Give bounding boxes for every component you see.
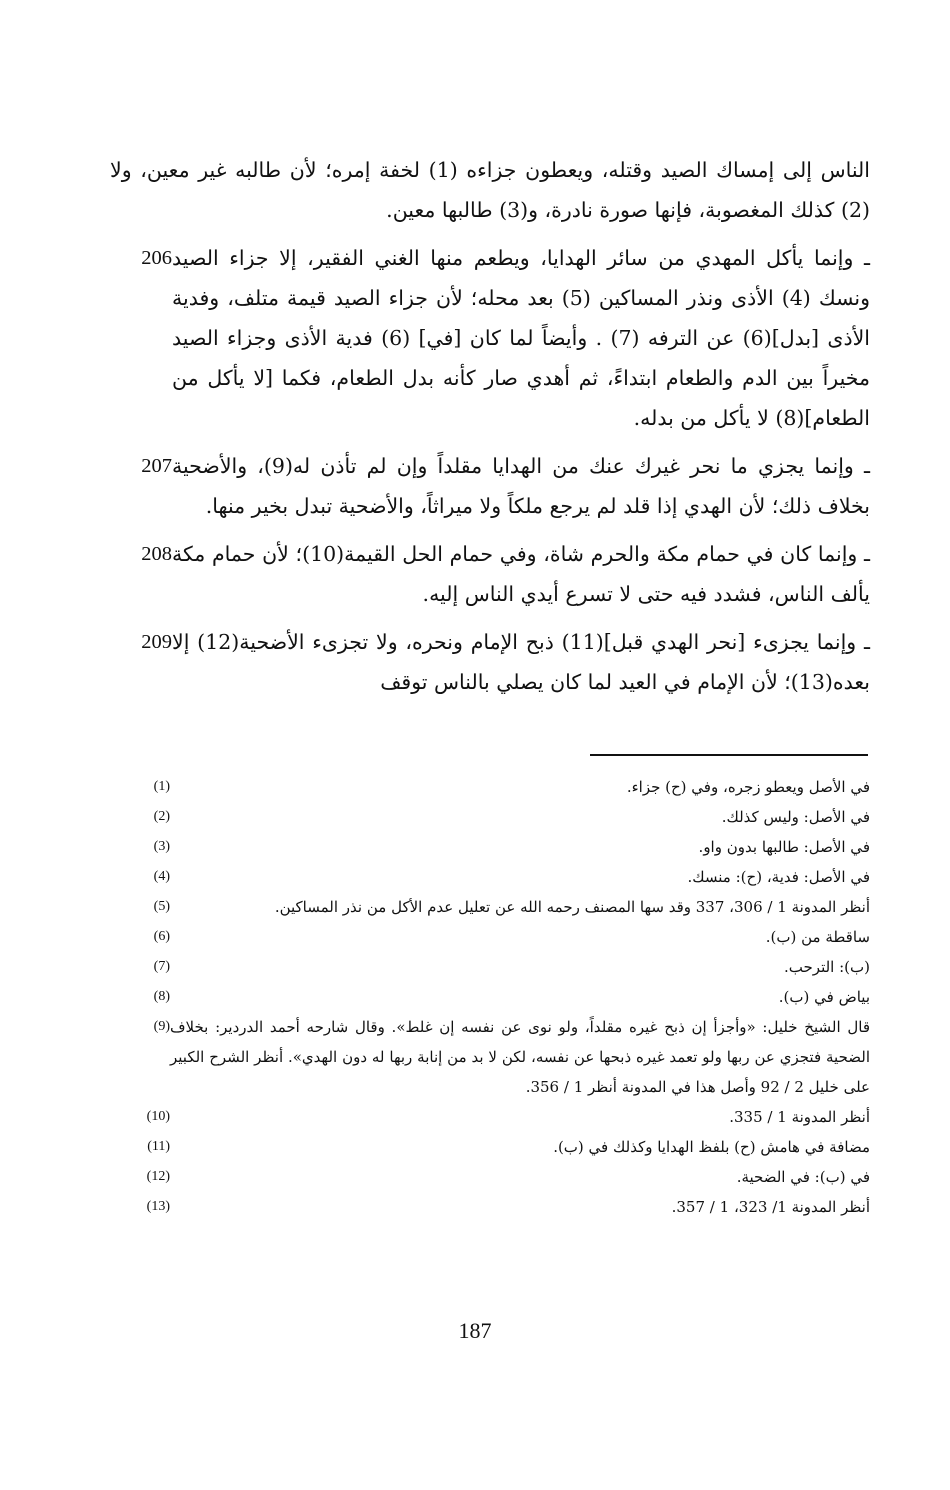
footnote-text: أنظر المدونة 1 / 335. <box>729 1108 870 1126</box>
footnote-number: (3) <box>153 839 170 854</box>
footnote-number: (8) <box>153 989 170 1004</box>
footnote <box>120 862 870 892</box>
footnote <box>120 1012 870 1102</box>
paragraph-number: 206 <box>141 247 172 269</box>
page-number: 187 <box>458 1318 492 1343</box>
footnote-text: ساقطة من (ب). <box>765 928 870 946</box>
footnote-number: (9) <box>153 1019 170 1034</box>
footnote-number: (10) <box>146 1109 170 1124</box>
footnotes <box>120 772 870 1222</box>
footnote <box>120 772 870 802</box>
footnote-number: (5) <box>153 899 170 914</box>
footnote-text: في (ب): في الضحية. <box>736 1168 870 1186</box>
footnote-number: (6) <box>153 929 170 944</box>
paragraph-number: 208 <box>141 543 172 565</box>
footnote <box>120 1102 870 1132</box>
footnote-text: في الأصل: فدية، (ح): منسك. <box>687 868 870 886</box>
footnote-text: (ب): الترحب. <box>784 958 870 976</box>
paragraph-number: 209 <box>141 631 172 653</box>
footnote-number: (13) <box>146 1199 170 1214</box>
paragraph-207 <box>110 446 870 526</box>
footnote-separator <box>590 754 868 756</box>
footnote-text: بياض في (ب). <box>778 988 870 1006</box>
footnote-number: (7) <box>153 959 170 974</box>
paragraph-text: ـ وإنما كان في حمام مكة والحرم شاة، وفي حمام الحل القيمة(10)؛ لأن حمام مكة يألف الناس، فشدد فيه حتى لا تسرع أيدي الناس إليه. <box>172 542 870 606</box>
footnote-text: في الأصل: وليس كذلك. <box>721 808 870 826</box>
paragraph-text: ـ وإنما يأكل المهدي من سائر الهدايا، ويطعم منها الغني الفقير، إلا جزاء الصيد ونسك (4) الأذى ونذر المساكين (5) بعد محله؛ لأن جزاء الصيد قيمة متلف، وفدية الأذى [بدل](6) عن الترفه (7) . وأيضاً لما كان [في] (6) فدية الأذى وجزاء الصيد مخيراً بين الدم والطعام ابتداءً، ثم أهدي صار كأنه بدل الطعام، فكما [لا يأكل من الطعام](8) لا يأكل من بدله. <box>172 246 870 430</box>
paragraph-209 <box>110 622 870 702</box>
footnote-text: أنظر المدونة 1/ 323، 1 / 357. <box>671 1198 870 1216</box>
paragraph-text: ـ وإنما يجزي ما نحر غيرك عنك من الهدايا مقلداً وإن لم تأذن له(9)، والأضحية بخلاف ذلك؛ لأن الهدي إذا قلد لم يرجع ملكاً ولا ميراثاً، والأضحية تبدل بخير منها. <box>172 454 870 518</box>
footnote-number: (11) <box>147 1139 170 1154</box>
footnote-text: مضافة في هامش (ح) بلفظ الهدايا وكذلك في (ب). <box>553 1138 870 1156</box>
footnote <box>120 1132 870 1162</box>
footnote <box>120 832 870 862</box>
paragraph-text: ـ وإنما يجزىء [نحر الهدي قبل](11) ذبح الإمام ونحره، ولا تجزىء الأضحية(12) إلا بعده(13)؛ لأن الإمام في العيد لما كان يصلي بالناس توقف <box>172 630 871 694</box>
intro-paragraph: الناس إلى إمساك الصيد وقتله، ويعطون جزاءه (1) لخفة إمره؛ لأن طالبه غير معين، ولا (2) كذلك المغصوبة، فإنها صورة نادرة، و(3) طالبها معين. <box>110 158 871 222</box>
footnote <box>120 1192 870 1222</box>
footnote-text: في الأصل ويعطو زجره، وفي (ح) جزاء. <box>626 778 870 796</box>
paragraph-208 <box>110 534 870 614</box>
footnote <box>120 952 870 982</box>
footnote-number: (2) <box>153 809 170 824</box>
footnote-number: (4) <box>153 869 170 884</box>
footnote-text: قال الشيخ خليل: «وأجزأ إن ذبح غيره مقلداً، ولو نوى عن نفسه إن غلط». وقال شارحه أحمد الدردير: بخلاف الضحية فتجزي عن ربها ولو تعمد غيره ذبحها عن نفسه، لكن لا بد من إنابة ربها له دون الهدي». أنظر الشرح الكبير على خليل 2 / 92 وأصل هذا في المدونة أنظر 1 / 356. <box>170 1018 870 1096</box>
paragraph-206 <box>110 238 870 438</box>
paragraph-number: 207 <box>141 455 172 477</box>
footnote <box>120 982 870 1012</box>
footnote <box>120 802 870 832</box>
footnote <box>120 1162 870 1192</box>
footnote-number: (12) <box>146 1169 170 1184</box>
footnote <box>120 892 870 922</box>
footnote-number: (1) <box>153 779 170 794</box>
footnote <box>120 922 870 952</box>
footnote-text: أنظر المدونة 1 / 306، 337 وقد سها المصنف رحمه الله عن تعليل عدم الأكل من نذر المساكين. <box>274 898 870 916</box>
footnote-text: في الأصل: طالبها بدون واو. <box>698 838 870 856</box>
main-text <box>110 150 870 710</box>
